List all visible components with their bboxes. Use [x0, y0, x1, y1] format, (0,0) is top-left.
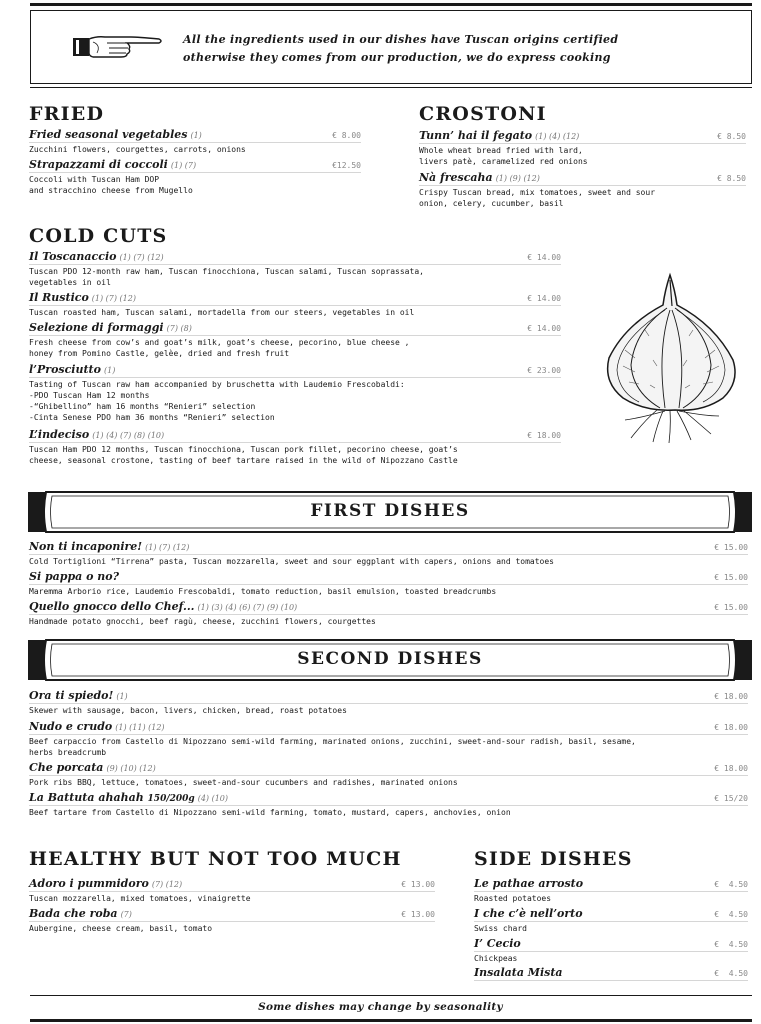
item-price: € 15.00	[714, 603, 748, 612]
item-allergens: (7)	[120, 910, 132, 919]
seasonality-note: Some dishes may change by seasonality	[258, 1001, 503, 1013]
menu-item	[29, 293, 561, 318]
section-title-healthy: HEALTHY BUT NOT TOO MUCH	[29, 848, 402, 870]
item-price: € 15.00	[714, 543, 748, 552]
item-name: Tunn’ hai il fegato	[419, 129, 533, 142]
item-name: Strapazzami di coccoli	[29, 158, 168, 171]
item-name: I’ Cecio	[474, 937, 521, 950]
item-allergens: (4) (10)	[197, 794, 228, 803]
item-price: € 4.50	[714, 880, 748, 889]
item-price: € 4.50	[714, 969, 748, 978]
item-price: € 13.00	[401, 880, 435, 889]
item-description: Crispy Tuscan bread, mix tomatoes, sweet and sour onion, celery, cucumber, basil	[419, 188, 656, 208]
item-allergens: (1) (4) (12)	[535, 132, 580, 141]
menu-item	[29, 160, 361, 196]
item-name: Quello gnocco dello Chef...	[29, 600, 195, 613]
item-price: € 4.50	[714, 910, 748, 919]
item-name: Che porcata	[29, 761, 104, 774]
item-description: Cold Tortiglioni “Tirrena” pasta, Tuscan mozzarella, sweet and sour eggplant with capers, onions and tomatoes	[29, 557, 554, 566]
top-rule	[30, 3, 752, 6]
item-allergens: (1)	[190, 131, 202, 140]
onion-illustration	[595, 270, 745, 445]
menu-item	[29, 909, 435, 934]
section-title-first-dishes: FIRST DISHES	[310, 501, 470, 521]
item-description: Whole wheat bread fried with lard, livers patè, caramelized red onions	[419, 146, 588, 166]
menu-item	[29, 130, 361, 155]
item-name: Selezione di formaggi	[29, 321, 164, 334]
menu-item	[29, 572, 748, 597]
item-description: Maremma Arborio rice, Laudemio Frescobaldi, tomato reduction, basil emulsion, toasted breadcrumbs	[29, 587, 497, 596]
item-name: Bada che roba	[29, 907, 118, 920]
item-description: Coccoli with Tuscan Ham DOP and stracchino cheese from Mugello	[29, 175, 193, 195]
menu-item	[29, 763, 748, 788]
item-allergens: (1) (7)	[170, 161, 197, 170]
item-description: Zucchini flowers, courgettes, carrots, onions	[29, 145, 246, 154]
item-allergens: (1) (11) (12)	[115, 723, 165, 732]
item-weight: 150/200g	[147, 794, 195, 804]
item-name: Si pappa o no?	[29, 570, 120, 583]
item-name: Nà frescaha	[419, 171, 493, 184]
menu-item	[474, 968, 748, 981]
notice-underline	[30, 87, 752, 88]
item-price: € 15/20	[714, 794, 748, 803]
item-description: Swiss chard	[474, 924, 527, 933]
item-description: Tuscan roasted ham, Tuscan salami, mortadella from our steers, vegetables in oil	[29, 308, 415, 317]
item-allergens: (1) (7) (12)	[145, 543, 190, 552]
menu-item	[474, 939, 748, 964]
item-allergens: (1) (4) (7) (8) (10)	[92, 431, 165, 440]
item-name: Le pathae arrosto	[474, 877, 584, 890]
item-name: I che c’è nell’orto	[474, 907, 583, 920]
item-price: € 18.00	[527, 431, 561, 440]
item-price: € 8.50	[717, 174, 746, 183]
item-price: € 13.00	[401, 910, 435, 919]
item-description: Beef tartare from Castello di Nipozzano semi-wild farming, tomato, mustard, capers, anchovies, onion	[29, 808, 511, 817]
menu-item	[29, 365, 561, 423]
notice-line-2: otherwise they comes from our production, we do express cooking	[183, 51, 611, 64]
item-allergens: (7) (12)	[151, 880, 183, 889]
item-description: Tasting of Tuscan raw ham accompanied by bruschetta with Laudemio Frescobaldi: -PDO Tuscan Ham 12 months -“Ghibellino” ham 16 months “Renieri” selection -Cinta Senese PDO ham 36 months “Renieri” selection	[29, 380, 405, 422]
section-title-cold-cuts: COLD CUTS	[29, 225, 168, 247]
item-allergens: (9) (10) (12)	[106, 764, 156, 773]
item-description: Tuscan mozzarella, mixed tomatoes, vinaigrette	[29, 894, 251, 903]
menu-item	[474, 909, 748, 934]
item-name: Insalata Mista	[474, 966, 563, 979]
pointing-hand-icon	[71, 33, 163, 61]
item-name: Fried seasonal vegetables	[29, 128, 188, 141]
item-description: Tuscan Ham PDO 12 months, Tuscan finocchiona, Tuscan pork fillet, pecorino cheese, goat’s cheese, seasonal crostone, tasting of beef tartare raised in the wild of Nipozzano Castle	[29, 445, 458, 465]
menu-item	[29, 323, 561, 359]
item-description: Roasted potatoes	[474, 894, 552, 903]
item-price: € 18.00	[714, 692, 748, 701]
item-allergens: (1) (7) (12)	[91, 294, 136, 303]
section-title-side-dishes: SIDE DISHES	[474, 848, 633, 870]
section-title-fried: FRIED	[29, 103, 105, 125]
menu-item	[29, 602, 748, 627]
item-name: Ora ti spiedo!	[29, 689, 114, 702]
menu-item	[419, 131, 746, 167]
menu-item	[474, 879, 748, 904]
second-dishes-banner	[28, 638, 752, 682]
item-name: L’indeciso	[29, 428, 90, 441]
item-allergens: (1) (7) (12)	[119, 253, 164, 262]
item-description: Tuscan PDO 12-month raw ham, Tuscan finocchiona, Tuscan salami, Tuscan soprassata, vegetables in oil	[29, 267, 424, 287]
item-description: Pork ribs BBQ, lettuce, tomatoes, sweet-and-sour cucumbers and radishes, marinated onions	[29, 778, 458, 787]
item-price: € 4.50	[714, 940, 748, 949]
item-name: l’Prosciutto	[29, 363, 101, 376]
item-price: €12.50	[332, 161, 361, 170]
item-description: Chickpeas	[474, 954, 518, 963]
item-description: Aubergine, cheese cream, basil, tomato	[29, 924, 213, 933]
item-allergens: (1)	[116, 692, 128, 701]
item-allergens: (1) (9) (12)	[495, 174, 540, 183]
item-price: € 8.00	[332, 131, 361, 140]
item-description: Skewer with sausage, bacon, livers, chicken, bread, roast potatoes	[29, 706, 347, 715]
item-name: Adoro i pummidoro	[29, 877, 149, 890]
menu-item	[29, 430, 561, 466]
item-name: Non ti incaponire!	[29, 540, 143, 553]
item-price: € 15.00	[714, 573, 748, 582]
menu-item	[29, 542, 748, 567]
item-description: Fresh cheese from cow’s and goat’s milk, goat’s cheese, pecorino, blue cheese , honey from Pomino Castle, gelèe, dried and fresh fruit	[29, 338, 410, 358]
notice-line-1: All the ingredients used in our dishes have Tuscan origins certified	[183, 33, 619, 46]
item-description: Handmade potato gnocchi, beef ragù, cheese, zucchini flowers, courgettes	[29, 617, 376, 626]
menu-item	[29, 879, 435, 904]
item-price: € 23.00	[527, 366, 561, 375]
menu-item	[29, 793, 748, 818]
item-name: Il Rustico	[29, 291, 89, 304]
item-allergens: (1)	[103, 366, 116, 375]
item-name: Nudo e crudo	[29, 720, 113, 733]
item-price: € 14.00	[527, 324, 561, 333]
item-price: € 14.00	[527, 253, 561, 262]
ingredients-notice	[30, 10, 752, 84]
section-title-second-dishes: SECOND DISHES	[297, 649, 483, 669]
menu-item	[29, 722, 748, 758]
item-allergens: (1) (3) (4) (6) (7) (9) (10)	[197, 603, 298, 612]
section-title-crostoni: CROSTONI	[419, 103, 547, 125]
item-name: La Battuta ahahah	[29, 791, 144, 804]
menu-item	[419, 173, 746, 209]
menu-item	[29, 691, 748, 716]
menu-item	[29, 252, 561, 288]
footer-bottom-rule	[30, 1019, 752, 1022]
item-name: Il Toscanaccio	[29, 250, 117, 263]
first-dishes-banner	[28, 490, 752, 534]
item-price: € 14.00	[527, 294, 561, 303]
footer-top-rule	[30, 995, 752, 996]
item-price: € 8.50	[717, 132, 746, 141]
item-description: Beef carpaccio from Castello di Nipozzano semi-wild farming, marinated onions, zucchini, sweet-and-sour radish, basil, sesame, herbs breadcrumb	[29, 737, 636, 757]
item-price: € 18.00	[714, 764, 748, 773]
item-price: € 18.00	[714, 723, 748, 732]
item-allergens: (7) (8)	[166, 324, 192, 333]
